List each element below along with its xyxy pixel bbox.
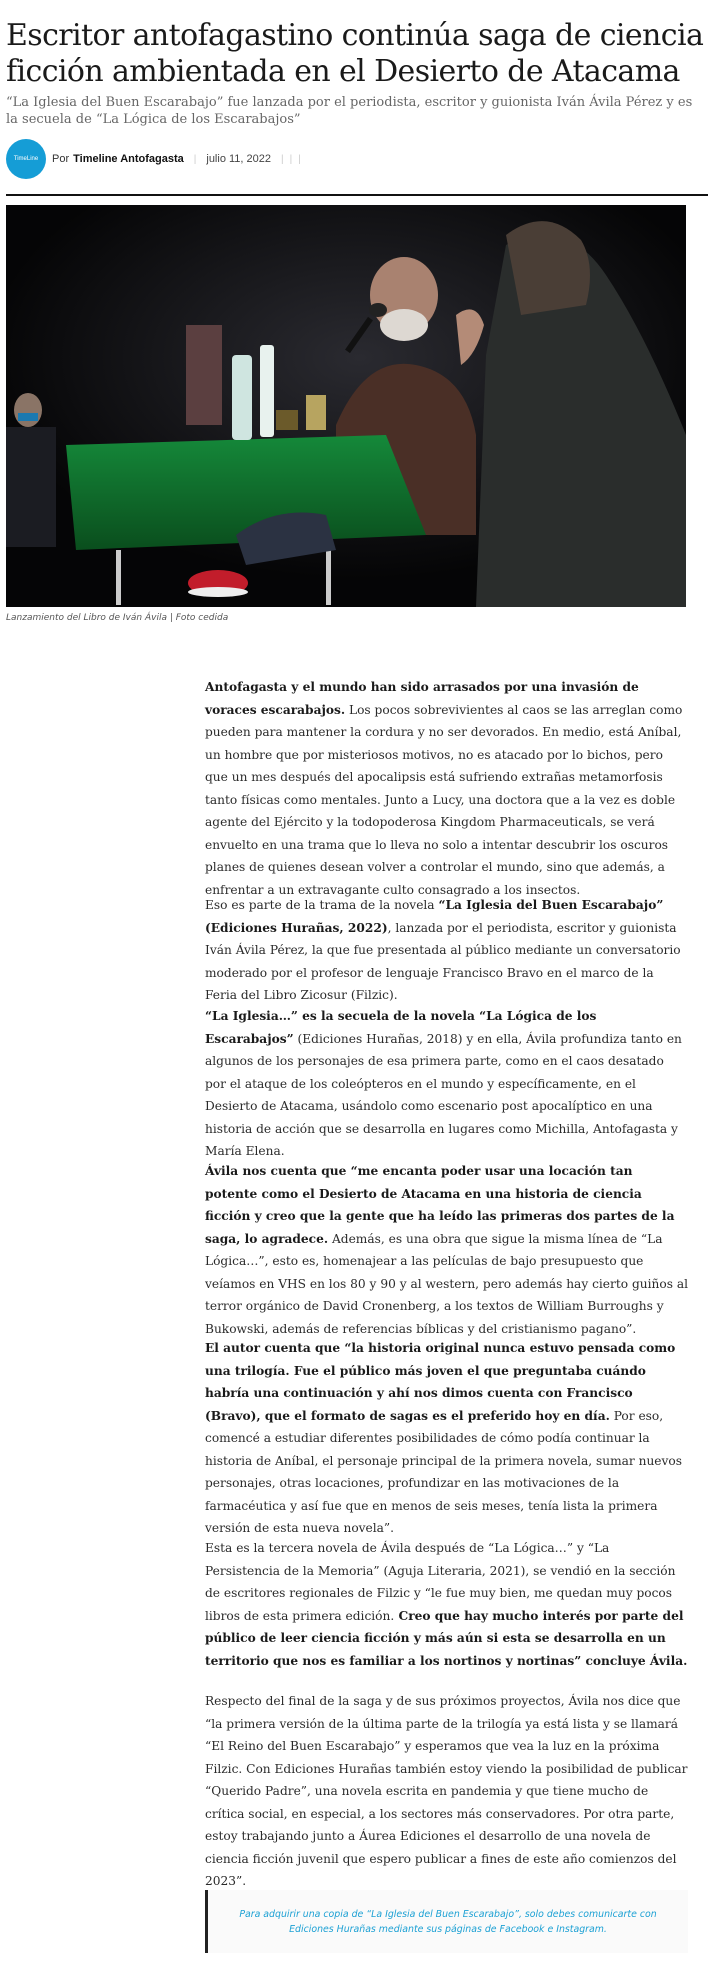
paragraph-3-b: (Ediciones Hurañas, 2018) y en ella, Ávila profundiza tanto en algunos de los personajes de esa primera parte, como en el caos desatado por el ataque de los coleópteros en el mundo y específicamente, en el Desierto de Atacama, usándolo como escenario post apocalíptico en una historia de acción que se desarrolla en lugares como Michilla, Antofagasta y María Elena.	[205, 1031, 682, 1158]
callout-text: Para adquirir una copia de “La Iglesia del Buen Escarabajo”, solo debes comunicarte con Ediciones Hurañas mediante sus páginas de Facebook e Instagram.	[239, 1908, 657, 1935]
paragraph-1	[205, 676, 688, 901]
paragraph-1-lead: Antofagasta y el mundo han sido arrasados por una invasión de voraces escarabajos.	[205, 680, 639, 717]
paragraph-2-book-title: “La Iglesia del Buen Escarabajo” (Ediciones Hurañas, 2022)	[205, 898, 664, 935]
paragraph-2-c: , lanzada por el periodista, escritor y guionista Iván Ávila Pérez, la que fue presentada al público mediante un conversatorio moderado por el profesor de lenguaje Francisco Bravo en el marco de la Feria del Libro Zicosur (Filzic).	[205, 920, 681, 1002]
paragraph-5-a: El autor cuenta que “la historia original nunca estuvo pensada como una trilogía. Fue el público más joven el que preguntaba cuándo habría una continuación y ahí nos dimos cuenta con Francisco (Bravo), que el formato de sagas es el preferido hoy en día.	[205, 1341, 676, 1423]
byline-separator: |	[193, 153, 197, 165]
paragraph-3-a: “La Iglesia…” es la secuela de la novela “La Lógica de los Escarabajos”	[205, 1009, 597, 1046]
byline	[6, 139, 307, 179]
callout-box	[205, 1890, 688, 1953]
article-subhead: “La Iglesia del Buen Escarabajo” fue lanzada por el periodista, escritor y guionista Iván Ávila Pérez y es la secuela de “La Lógica de los Escarabajos”	[6, 95, 693, 127]
avatar-logo-text: TimeLine	[13, 156, 39, 162]
byline-prefix: Por	[52, 153, 70, 165]
paragraph-7: Respecto del final de la saga y de sus próximos proyectos, Ávila nos dice que “la primera versión de la última parte de la trilogía ya está lista y se llamará “El Reino del Buen Escarabajo” y esperamos que vea la luz en la próxima Filzic. Con Ediciones Hurañas también estoy viendo la posibilidad de publicar “Querido Padre”, una novela escrita en pandemia y que tiene mucho de crítica social, en especial, a los sectores más conservadores. Por otra parte, estoy trabajando junto a Áurea Ediciones el desarrollo de una novela de ciencia ficción juvenil que espero publicar a fines de este año comienzos del 2023”.	[205, 1694, 688, 1888]
paragraph-4-a: Ávila nos cuenta que “me encanta poder usar una locación tan potente como el Desierto de Atacama en una historia de ciencia ficción y creo que la gente que ha leído las primeras dos partes de la saga, lo agradece.	[205, 1164, 675, 1246]
paragraph-6-a: Esta es la tercera novela de Ávila después de “La Lógica…” y “La Persistencia de la Memoria” (Aguja Literaria, 2021), se vendió en la sección de escritores regionales de Filzic y “le fue muy bien, me quedan muy pocos libros de esta primera edición.	[205, 1541, 676, 1623]
paragraph-2	[205, 894, 688, 1007]
author-link[interactable]: Timeline Antofagasta	[73, 153, 184, 165]
paragraph-4	[205, 1160, 688, 1340]
paragraph-2-a: Eso es parte de la trama de la novela	[205, 898, 439, 912]
article-headline: Escritor antofagastino continúa saga de ciencia ficción ambientada en el Desierto de Atacama	[6, 18, 704, 89]
publish-date: julio 11, 2022	[206, 153, 271, 165]
author-avatar[interactable]	[6, 139, 46, 179]
photo-illustration	[6, 205, 686, 607]
paragraph-5-b: Por eso, comencé a estudiar diferentes posibilidades de cómo podía continuar la historia de Aníbal, el personaje principal de la primera novela, sumar nuevos personajes, otras locaciones, profundizar en las motivaciones de la farmacéutica y así fue que en menos de seis meses, tenía lista la primera versión de esta nueva novela”.	[205, 1408, 682, 1535]
paragraph-6	[205, 1537, 688, 1672]
paragraph-3	[205, 1005, 688, 1163]
photo-caption: Lanzamiento del Libro de Iván Ávila | Foto cedida	[6, 613, 229, 623]
paragraph-1-text: Los pocos sobrevivientes al caos se las arreglan como pueden para mantener la cordura y no ser devorados. En medio, está Aníbal, un hombre que por misteriosos motivos, no es atacado por lo bichos, pero que un mes después del apocalipsis está sufriendo extrañas metamorfosis tanto físicas como mentales. Junto a Lucy, una doctora que a la vez es doble agente del Ejército y la todopoderosa Kingdom Pharmaceuticals, se verá envuelto en una trama que lo lleva no solo a intentar descubrir los oscuros planes de quienes desean volver a controlar el mundo, sino que además, a enfrentar a un extravagante culto consagrado a los insectos.	[205, 702, 683, 897]
byline-separator-2: |||	[281, 153, 307, 165]
paragraph-6-b: Creo que hay mucho interés por parte del público de leer ciencia ficción y más aún si esta se desarrolla en un territorio que nos es familiar a los nortinos y nortinas” concluye Ávila.	[205, 1608, 688, 1668]
article-photo[interactable]	[6, 205, 686, 607]
paragraph-4-b: Además, es una obra que sigue la misma línea de “La Lógica…”, esto es, homenajear a las películas de bajo presupuesto que veíamos en VHS en los 80 y 90 y al western, pero además hay cierto guiños al terror orgánico de David Cronenberg, a los textos de William Burroughs y Bukowski, además de referencias bíblicas y del cristianismo pagano”.	[205, 1231, 688, 1336]
paragraph-5	[205, 1337, 688, 1540]
header-divider	[6, 194, 708, 196]
